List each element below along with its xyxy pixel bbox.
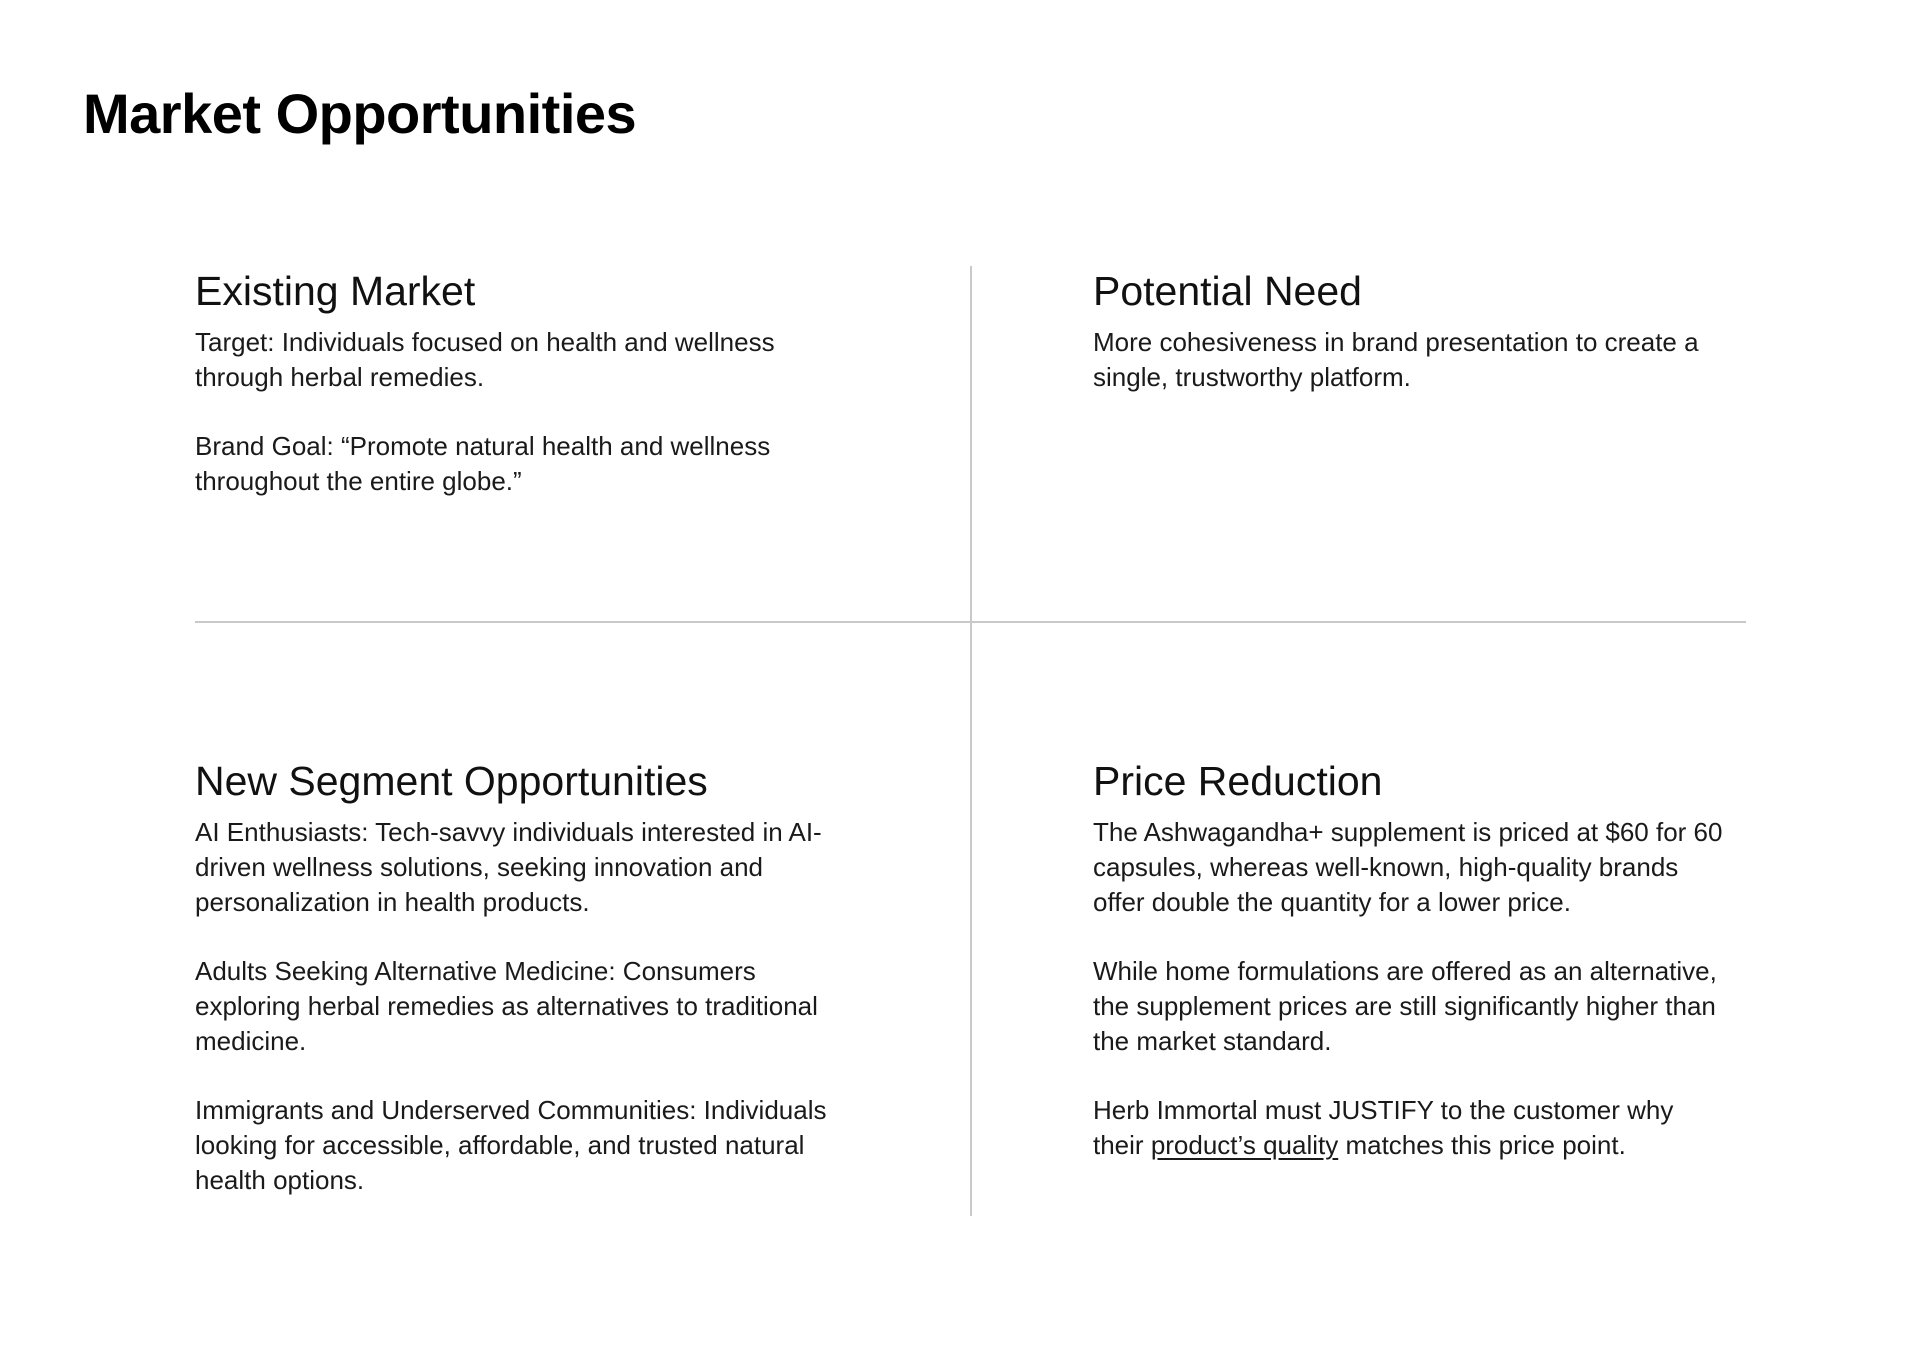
page-title: Market Opportunities	[83, 82, 637, 145]
price-reduction-section	[1093, 756, 1773, 1163]
justify-text-before: Herb Immortal must JUSTIFY to the customer why their	[1093, 1095, 1674, 1161]
price-reduction-title: Price Reduction	[1093, 758, 1383, 804]
existing-market-section	[195, 266, 875, 499]
existing-market-brand-goal: Brand Goal: “Promote natural health and wellness throughout the entire globe.”	[195, 431, 771, 497]
justify-text-after: matches this price point.	[1338, 1130, 1626, 1161]
segment-alternative-medicine: Adults Seeking Alternative Medicine: Consumers exploring herbal remedies as alternatives to traditional medicine.	[195, 956, 818, 1057]
home-formulation-text: While home formulations are offered as an alternative, the supplement prices are still significantly higher than the market standard.	[1093, 956, 1717, 1057]
vertical-divider	[970, 266, 972, 1216]
new-segment-section	[195, 756, 875, 1198]
price-comparison-text: The Ashwagandha+ supplement is priced at $60 for 60 capsules, whereas well-known, high-quality brands offer double the quantity for a lower price.	[1093, 817, 1723, 918]
potential-need-title: Potential Need	[1093, 268, 1362, 314]
segment-ai-enthusiasts: AI Enthusiasts: Tech-savvy individuals interested in AI-driven wellness solutions, seeking innovation and personalization in health products.	[195, 817, 822, 918]
segment-underserved-communities: Immigrants and Underserved Communities: Individuals looking for accessible, affordable, and trusted natural health options.	[195, 1095, 827, 1196]
existing-market-title: Existing Market	[195, 268, 476, 314]
justify-text	[1093, 1093, 1723, 1163]
product-quality-link[interactable]: product’s quality	[1150, 1130, 1339, 1161]
potential-need-section	[1093, 266, 1773, 395]
new-segment-title: New Segment Opportunities	[195, 758, 708, 804]
potential-need-text: More cohesiveness in brand presentation to create a single, trustworthy platform.	[1093, 327, 1699, 393]
existing-market-target: Target: Individuals focused on health and wellness through herbal remedies.	[195, 327, 775, 393]
horizontal-divider	[195, 621, 1746, 623]
